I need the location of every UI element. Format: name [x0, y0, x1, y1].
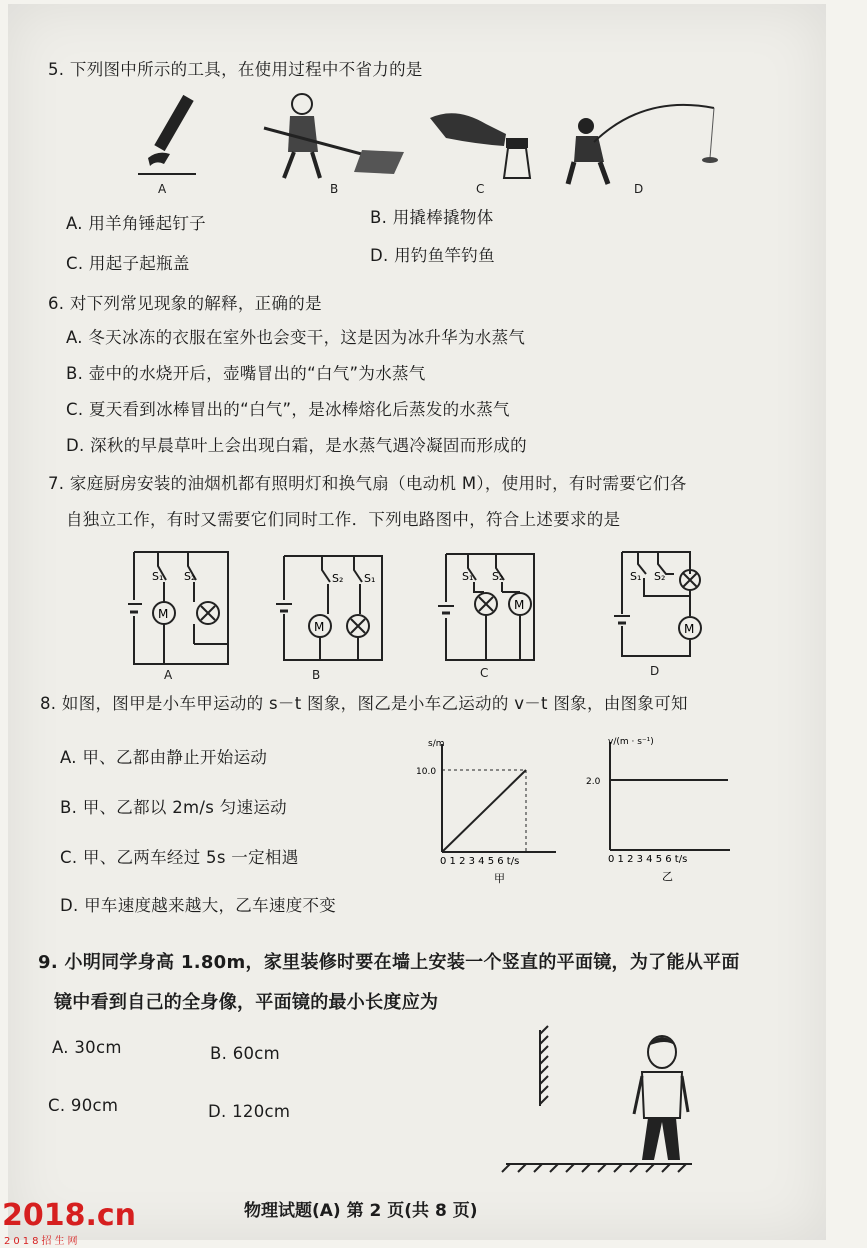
bottle-opener-figure	[426, 104, 546, 184]
page-footer: 物理试题(A) 第 2 页(共 8 页)	[244, 1201, 478, 1221]
switch-s1-label: S₁	[364, 572, 376, 585]
q5-fig-label-d: D	[634, 182, 644, 196]
graph-yi-ylabel: v/(m · s⁻¹)	[608, 737, 654, 747]
q8-option-c: C. 甲、乙两车经过 5s 一定相遇	[60, 848, 299, 867]
q9-option-b: B. 60cm	[210, 1044, 281, 1063]
q9-option-c: C. 90cm	[48, 1096, 119, 1115]
motor-symbol: M	[514, 598, 525, 612]
q5-stem: 5. 下列图中所示的工具，在使用过程中不省力的是	[48, 60, 423, 79]
q7-circuit-label-b: B	[312, 668, 321, 682]
circuit-c	[432, 544, 544, 668]
watermark-logo	[0, 1190, 160, 1248]
motor-symbol: M	[158, 607, 169, 621]
motor-symbol: M	[684, 622, 695, 636]
fishing-rod-figure	[564, 98, 724, 188]
q7-circuit-label-c: C	[480, 666, 489, 680]
q8-option-d: D. 甲车速度越来越大，乙车速度不变	[60, 896, 337, 915]
graph-jia-ylabel: s/m	[428, 739, 445, 749]
q9-stem-line1: 9. 小明同学身高 1.80m，家里装修时要在墙上安装一个竖直的平面镜，为了能从平面	[38, 952, 740, 973]
q8-option-a: A. 甲、乙都由静止开始运动	[60, 748, 268, 767]
q8-option-b: B. 甲、乙都以 2m/s 匀速运动	[60, 798, 287, 817]
graph-jia-st	[406, 734, 566, 884]
q6-option-c: C. 夏天看到冰棒冒出的“白气”，是冰棒熔化后蒸发的水蒸气	[66, 400, 510, 419]
switch-s2-label: S₂	[184, 570, 196, 583]
graph-jia-xticks: 0 1 2 3 4 5 6 t/s	[440, 856, 520, 867]
graph-jia-caption: 甲	[494, 872, 505, 884]
graph-yi-caption: 乙	[662, 870, 673, 882]
graph-jia-ytick: 10.0	[416, 767, 437, 777]
q5-option-b: B. 用撬棒撬物体	[370, 208, 494, 227]
switch-s2-label: S₂	[654, 570, 666, 583]
q5-option-d: D. 用钓鱼竿钓鱼	[370, 246, 495, 265]
motor-symbol: M	[314, 620, 325, 634]
q8-stem: 8. 如图，图甲是小车甲运动的 s－t 图象，图乙是小车乙运动的 v－t 图象，由图象可知	[40, 694, 688, 713]
circuit-a	[128, 544, 240, 674]
q6-option-d: D. 深秋的早晨草叶上会出现白霜，是水蒸气遇冷凝固而形成的	[66, 436, 527, 455]
q7-circuit-label-d: D	[650, 664, 660, 678]
q9-option-a: A. 30cm	[52, 1038, 122, 1057]
q6-option-b: B. 壶中的水烧开后，壶嘴冒出的“白气”为水蒸气	[66, 364, 426, 383]
watermark-sub: 2018招生网	[4, 1236, 81, 1247]
q5-option-a: A. 用羊角锤起钉子	[66, 214, 206, 233]
q5-fig-label-a: A	[158, 182, 167, 196]
q7-stem-line1: 7. 家庭厨房安装的油烟机都有照明灯和换气扇（电动机 M），使用时，有时需要它们各	[48, 474, 687, 493]
q9-option-d: D. 120cm	[208, 1102, 291, 1121]
q5-option-c: C. 用起子起瓶盖	[66, 254, 190, 273]
exam-page	[8, 4, 826, 1240]
circuit-b	[272, 548, 388, 670]
circuit-d	[604, 544, 716, 664]
q6-option-a: A. 冬天冰冻的衣服在室外也会变干，这是因为冰升华为水蒸气	[66, 328, 526, 347]
switch-s2-label: S₂	[492, 570, 504, 583]
switch-s1-label: S₁	[462, 570, 474, 583]
q7-stem-line2: 自独立工作，有时又需要它们同时工作．下列电路图中，符合上述要求的是	[66, 510, 621, 529]
q5-fig-label-c: C	[476, 182, 485, 196]
crowbar-figure	[254, 90, 414, 182]
q6-stem: 6. 对下列常见现象的解释，正确的是	[48, 294, 322, 313]
switch-s1-label: S₁	[630, 570, 642, 583]
graph-yi-xticks: 0 1 2 3 4 5 6 t/s	[608, 854, 688, 865]
graph-yi-ytick: 2.0	[586, 777, 601, 787]
q5-fig-label-b: B	[330, 182, 339, 196]
q7-circuit-label-a: A	[164, 668, 173, 682]
claw-hammer-figure	[118, 90, 208, 180]
switch-s2-label: S₂	[332, 572, 344, 585]
mirror-person-figure	[496, 1024, 696, 1174]
switch-s1-label: S₁	[152, 570, 164, 583]
graph-yi-vt	[578, 730, 738, 882]
watermark-main: 2018.cn	[2, 1198, 137, 1233]
q9-stem-line2: 镜中看到自己的全身像，平面镜的最小长度应为	[54, 992, 439, 1013]
